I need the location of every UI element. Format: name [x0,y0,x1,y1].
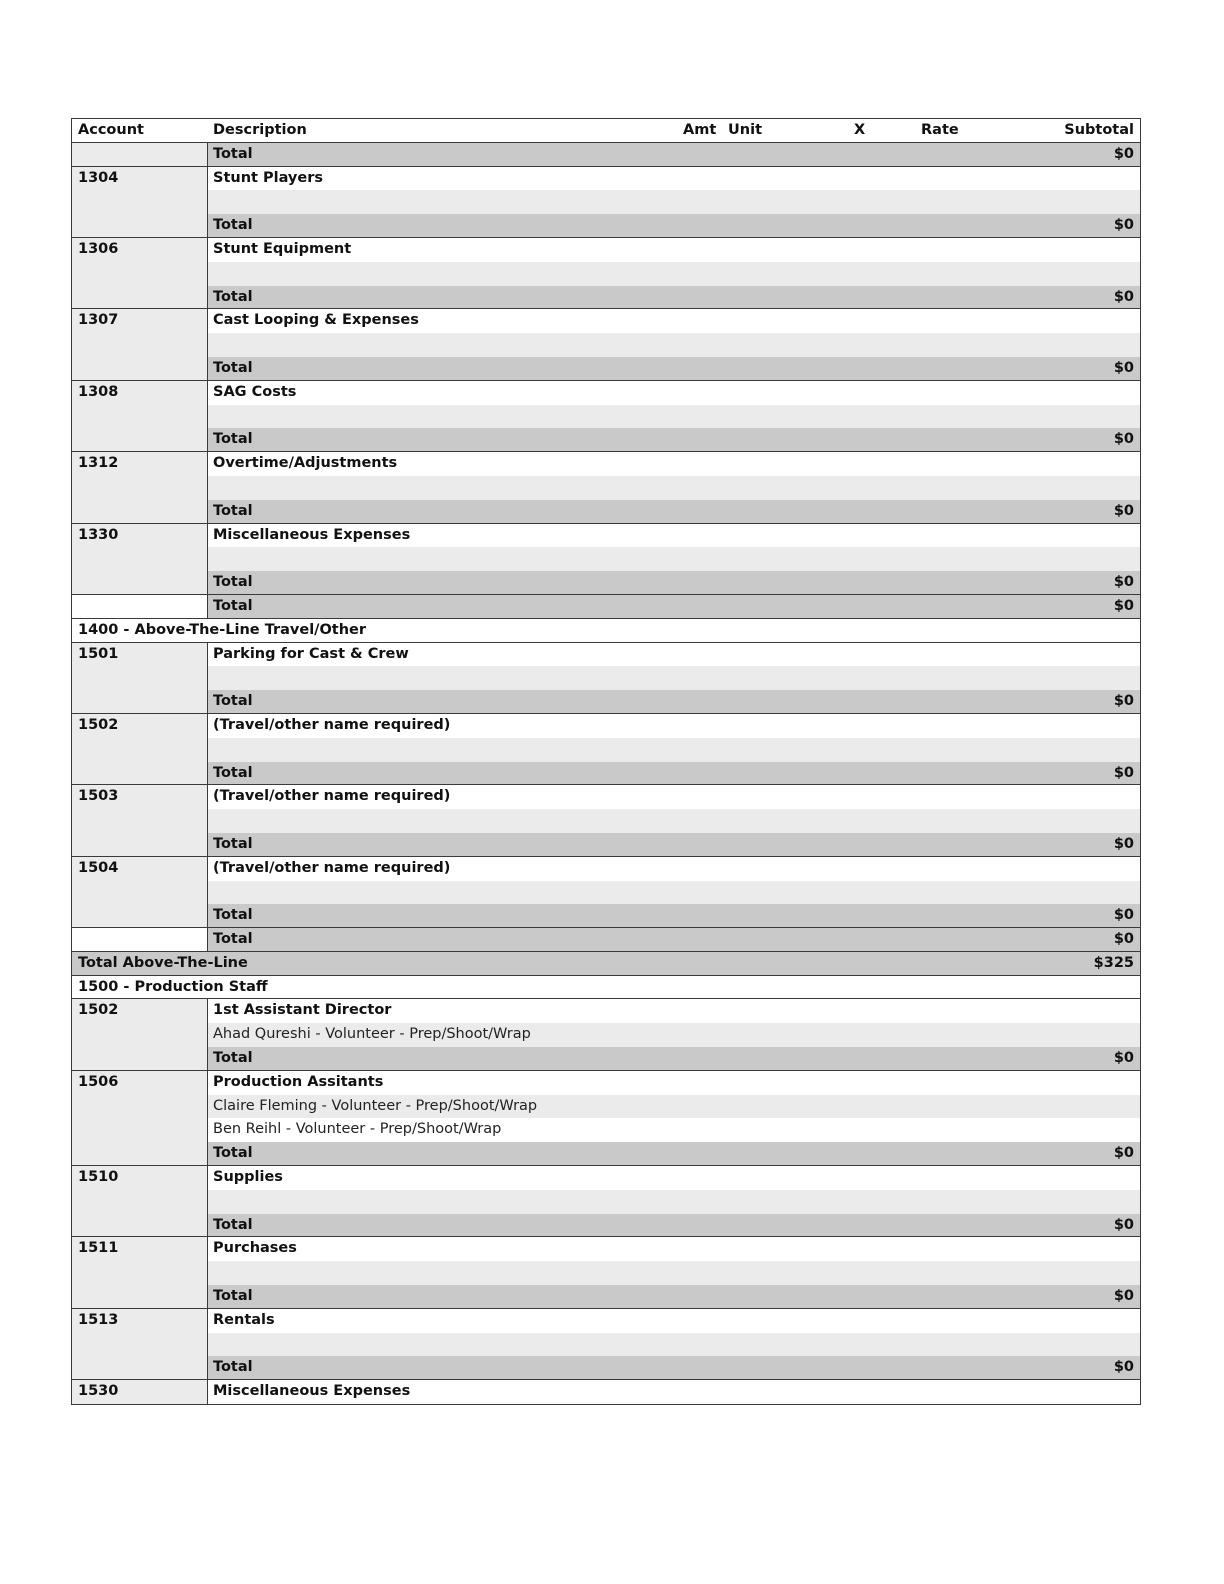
section-title: 1400 - Above-The-Line Travel/Other [78,621,367,638]
subtotal-value: $325 [1093,954,1134,971]
total-label: Total [213,502,253,519]
account-cell [72,1333,208,1357]
table-row [72,666,1140,690]
subtotal-value: $0 [1113,1359,1134,1376]
header-unit: Unit [728,122,762,138]
account-cell [72,428,208,451]
table-row [72,1261,1140,1285]
total-row [72,1356,1140,1380]
total-row [72,1285,1140,1309]
table-row [72,1237,1140,1261]
subtotal-value: $0 [1113,931,1134,948]
account-cell [72,214,208,237]
total-row [72,214,1140,238]
header-description: Description [213,122,307,138]
section-header-row [72,976,1140,1000]
header-rate: Rate [921,122,959,138]
description-text: (Travel/other name required) [213,859,451,876]
description-text: Rentals [213,1311,275,1328]
total-row [72,1214,1140,1238]
subtotal-value: $0 [1113,693,1134,710]
budget-table [71,118,1141,1405]
table-row [72,714,1140,738]
description-text: Stunt Equipment [213,240,352,257]
total-label: Total [213,931,253,948]
table-row [72,190,1140,214]
account-number: 1501 [78,645,119,662]
subtotal-value: $0 [1113,145,1134,162]
account-cell [72,357,208,380]
table-row [72,309,1140,333]
account-cell [72,1261,208,1285]
header-subtotal: Subtotal [1064,122,1134,138]
subtotal-value: $0 [1113,1288,1134,1305]
account-cell [72,1214,208,1237]
table-row [72,857,1140,881]
total-label: Total [213,359,253,376]
account-cell [72,1095,208,1119]
subtotal-value: $0 [1113,217,1134,234]
account-number: 1503 [78,788,119,805]
table-row [72,405,1140,429]
total-row [72,500,1140,524]
account-cell [72,1142,208,1165]
table-row [72,524,1140,548]
section-header-row [72,619,1140,643]
description-text: Miscellaneous Expenses [213,526,411,543]
total-label: Total [213,1359,253,1376]
table-row [72,1190,1140,1214]
account-cell [72,286,208,309]
account-cell [72,666,208,690]
account-cell [72,881,208,905]
total-row [72,1142,1140,1166]
table-row [72,1380,1140,1404]
table-row [72,1071,1140,1095]
account-cell [72,1190,208,1214]
section-total-row [72,928,1140,952]
subtotal-value: $0 [1113,835,1134,852]
description-text: SAG Costs [213,383,297,400]
subtotal-value: $0 [1113,359,1134,376]
table-row [72,999,1140,1023]
account-number: 1513 [78,1311,119,1328]
table-row [72,1309,1140,1333]
total-row [72,143,1140,167]
table-row [72,1118,1140,1142]
description-text: Ahad Qureshi - Volunteer - Prep/Shoot/Wrap [213,1026,531,1043]
table-row [72,1023,1140,1047]
table-row [72,1333,1140,1357]
description-text: (Travel/other name required) [213,788,451,805]
description-text: Production Assitants [213,1073,384,1090]
table-row [72,881,1140,905]
section-total-row [72,595,1140,619]
table-body [72,143,1140,1404]
description-text: Ben Reihl - Volunteer - Prep/Shoot/Wrap [213,1121,502,1138]
total-label: Total [213,835,253,852]
total-label: Total [213,907,253,924]
subtotal-value: $0 [1113,1145,1134,1162]
table-row [72,262,1140,286]
subtotal-value: $0 [1113,764,1134,781]
account-cell [72,1047,208,1070]
description-text: Supplies [213,1169,283,1186]
total-row [72,833,1140,857]
description-text: 1st Assistant Director [213,1002,392,1019]
description-text: Purchases [213,1240,297,1257]
account-cell [72,1356,208,1379]
account-cell [72,690,208,713]
table-header-row [72,119,1140,143]
account-cell [72,595,208,618]
description-text: Cast Looping & Expenses [213,312,419,329]
subtotal-value: $0 [1113,1050,1134,1067]
total-row [72,762,1140,786]
account-cell [72,809,208,833]
total-label: Total [213,1288,253,1305]
section-title: 1500 - Production Staff [78,978,268,995]
table-row [72,785,1140,809]
total-row [72,428,1140,452]
account-number: 1308 [78,383,119,400]
total-label: Total [213,217,253,234]
account-number: 1304 [78,169,119,186]
table-row [72,381,1140,405]
subtotal-value: $0 [1113,431,1134,448]
account-cell [72,1285,208,1308]
account-cell [72,262,208,286]
total-label: Total [213,597,253,614]
account-cell [72,476,208,500]
table-row [72,547,1140,571]
description-text: Miscellaneous Expenses [213,1383,411,1400]
account-cell [72,762,208,785]
table-row [72,452,1140,476]
total-label: Total [213,693,253,710]
account-cell [72,143,208,166]
table-row [72,238,1140,262]
account-number: 1511 [78,1240,119,1257]
subtotal-value: $0 [1113,1216,1134,1233]
account-number: 1506 [78,1073,119,1090]
table-row [72,1095,1140,1119]
table-row [72,1166,1140,1190]
account-cell [72,500,208,523]
total-label: Total [213,1050,253,1067]
total-row [72,357,1140,381]
table-row [72,643,1140,667]
account-cell [72,405,208,429]
description-text: Parking for Cast & Crew [213,645,409,662]
table-row [72,333,1140,357]
account-cell [72,190,208,214]
table-row [72,476,1140,500]
account-cell [72,904,208,927]
account-cell [72,928,208,951]
account-cell [72,571,208,594]
total-label: Total [213,431,253,448]
total-row [72,571,1140,595]
account-number: 1502 [78,716,119,733]
account-cell [72,833,208,856]
account-cell [72,547,208,571]
subtotal-value: $0 [1113,502,1134,519]
total-label: Total [213,574,253,591]
account-number: 1307 [78,312,119,329]
account-number: 1330 [78,526,119,543]
total-label: Total [213,288,253,305]
total-row [72,904,1140,928]
header-account: Account [78,122,144,138]
account-number: 1306 [78,240,119,257]
grand-total-row [72,952,1140,976]
table-row [72,809,1140,833]
subtotal-value: $0 [1113,907,1134,924]
subtotal-value: $0 [1113,574,1134,591]
account-number: 1502 [78,1002,119,1019]
subtotal-value: $0 [1113,288,1134,305]
description-text: Claire Fleming - Volunteer - Prep/Shoot/Wrap [213,1097,538,1114]
total-label: Total [213,764,253,781]
account-cell [72,333,208,357]
account-cell [72,738,208,762]
account-cell [72,1023,208,1047]
description-text: Stunt Players [213,169,324,186]
grand-total-label: Total Above-The-Line [78,954,248,971]
subtotal-value: $0 [1113,597,1134,614]
account-cell [72,1118,208,1142]
total-label: Total [213,145,253,162]
account-number: 1510 [78,1169,119,1186]
account-number: 1312 [78,455,119,472]
description-text: Overtime/Adjustments [213,455,398,472]
header-x: X [854,122,866,138]
account-number: 1504 [78,859,119,876]
header-amt: Amt [683,122,717,138]
total-label: Total [213,1145,253,1162]
description-text: (Travel/other name required) [213,716,451,733]
table-row [72,167,1140,191]
total-row [72,1047,1140,1071]
total-label: Total [213,1216,253,1233]
table-row [72,738,1140,762]
total-row [72,286,1140,310]
account-number: 1530 [78,1383,119,1400]
total-row [72,690,1140,714]
